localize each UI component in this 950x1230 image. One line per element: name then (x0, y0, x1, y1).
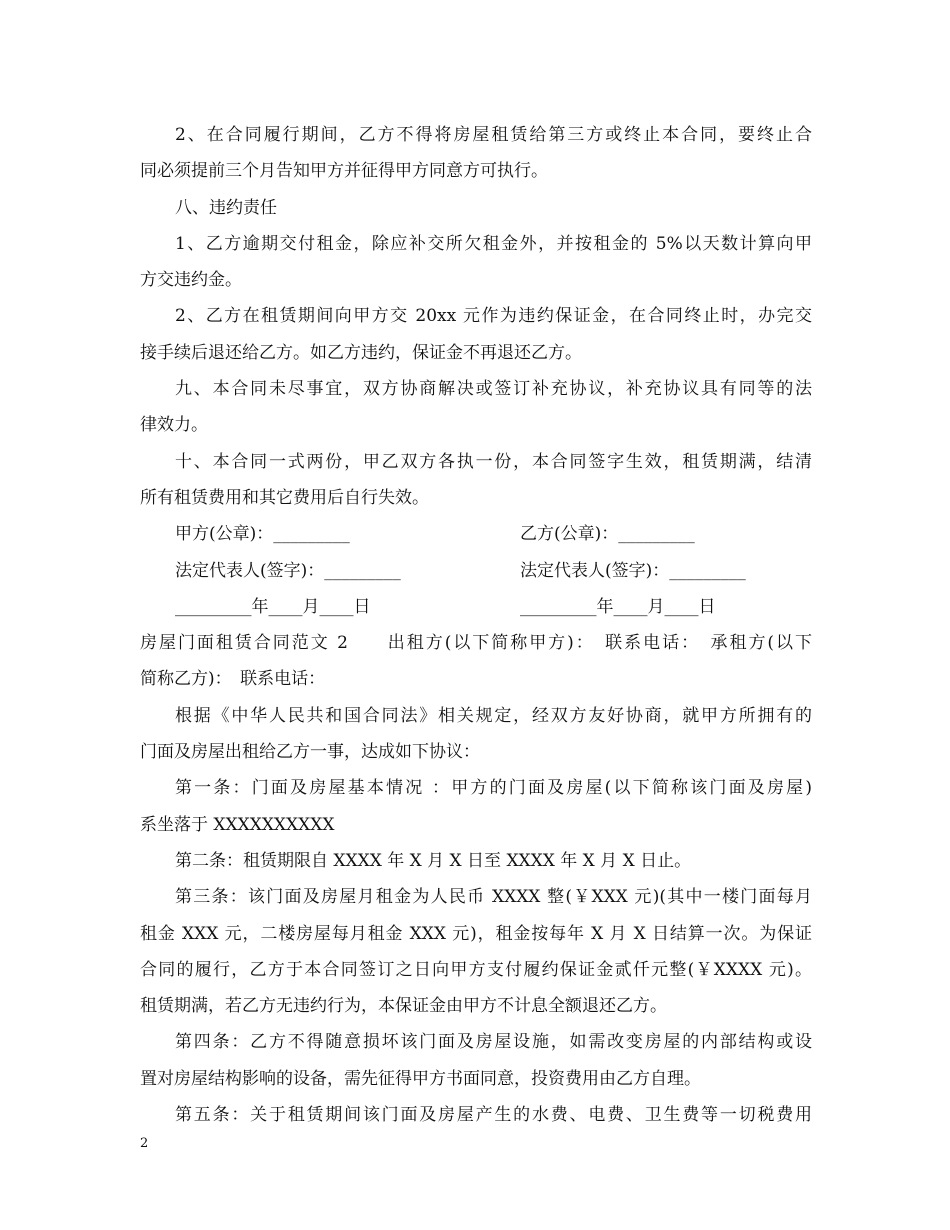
signature-row-date (140, 589, 812, 625)
clause-7-2-line-2: 同必须提前三个月告知甲方并征得甲方同意方可执行。 (140, 161, 548, 182)
article-5-line-1: 第五条：关于租赁期间该门面及房屋产生的水费、电费、卫生费等一切税费用 (175, 1105, 812, 1126)
contract-2-heading-line-2: 简称乙方)： 联系电话： (140, 669, 326, 690)
article-3-line-3: 合同的履行，乙方于本合同签订之日向甲方支付履约保证金贰仟元整(￥XXXX 元)。 (140, 959, 812, 980)
party-b-seal-field: 乙方(公章)：_________ (520, 524, 695, 545)
clause-9-line-1: 九、本合同未尽事宜，双方协商解决或签订补充协议，补充协议具有同等的法 (175, 379, 812, 400)
clause-8-2-line-1: 2、乙方在租赁期间向甲方交 20xx 元作为违约保证金，在合同终止时，办完交 (175, 306, 812, 327)
contract-2-heading-line-1: 房屋门面租赁合同范文 2 出租方(以下简称甲方)： 联系电话： 承租方(以下 (140, 633, 812, 654)
article-3-line-1: 第三条：该门面及房屋月租金为人民币 XXXX 整(￥XXX 元)(其中一楼门面每月 (175, 887, 812, 908)
article-2-line-1: 第二条：租赁期限自 XXXX 年 X 月 X 日至 XXXX 年 X 月 X 日止。 (175, 850, 692, 871)
article-4-line-1: 第四条：乙方不得随意损坏该门面及房屋设施，如需改变房屋的内部结构或设 (175, 1032, 812, 1053)
signature-row-seal (140, 516, 812, 552)
document-body (140, 117, 812, 1133)
party-a-seal-field: 甲方(公章)：_________ (175, 524, 350, 545)
clause-10-line-1: 十、本合同一式两份，甲乙双方各执一份，本合同签字生效，租赁期满，结清 (175, 451, 812, 472)
article-3-line-2: 租金 XXX 元，二楼房屋每月租金 XXX 元)，租金按每年 X 月 X 日结算一次。为保证 (140, 923, 812, 944)
party-b-date-field: _________年____月____日 (520, 596, 716, 617)
article-1-line-1: 第一条：门面及房屋基本情况 ：甲方的门面及房屋(以下简称该门面及房屋) (175, 778, 812, 799)
clause-8-1-line-2: 方交违约金。 (140, 270, 242, 291)
clause-9-line-2: 律效力。 (140, 415, 208, 436)
article-4-line-2: 置对房屋结构影响的设备，需先征得甲方书面同意，投资费用由乙方自理。 (140, 1068, 701, 1089)
party-a-date-field: _________年____月____日 (175, 596, 371, 617)
clause-8-1-line-1: 1、乙方逾期交付租金，除应补交所欠租金外，并按租金的 5%以天数计算向甲 (175, 233, 812, 254)
article-1-line-2: 系坐落于 XXXXXXXXXX (140, 814, 335, 835)
clause-8-2-line-2: 接手续后退还给乙方。如乙方违约，保证金不再退还乙方。 (140, 342, 582, 363)
signature-row-representative (140, 553, 812, 589)
clause-10-line-2: 所有租赁费用和其它费用后自行失效。 (140, 487, 429, 508)
page-number: 2 (140, 1136, 149, 1151)
party-b-representative-field: 法定代表人(签字)：_________ (520, 560, 746, 581)
clause-7-2-line-1: 2、在合同履行期间，乙方不得将房屋租赁给第三方或终止本合同，要终止合 (175, 125, 812, 145)
preamble-line-2: 门面及房屋出租给乙方一事，达成如下协议： (140, 742, 480, 763)
article-3-line-4: 租赁期满，若乙方无违约行为，本保证金由甲方不计息全额退还乙方。 (140, 996, 667, 1017)
preamble-line-1: 根据《中华人民共和国合同法》相关规定，经双方友好协商，就甲方所拥有的 (175, 705, 812, 726)
party-a-representative-field: 法定代表人(签字)：_________ (175, 560, 401, 581)
section-heading-breach: 八、违约责任 (175, 197, 277, 218)
